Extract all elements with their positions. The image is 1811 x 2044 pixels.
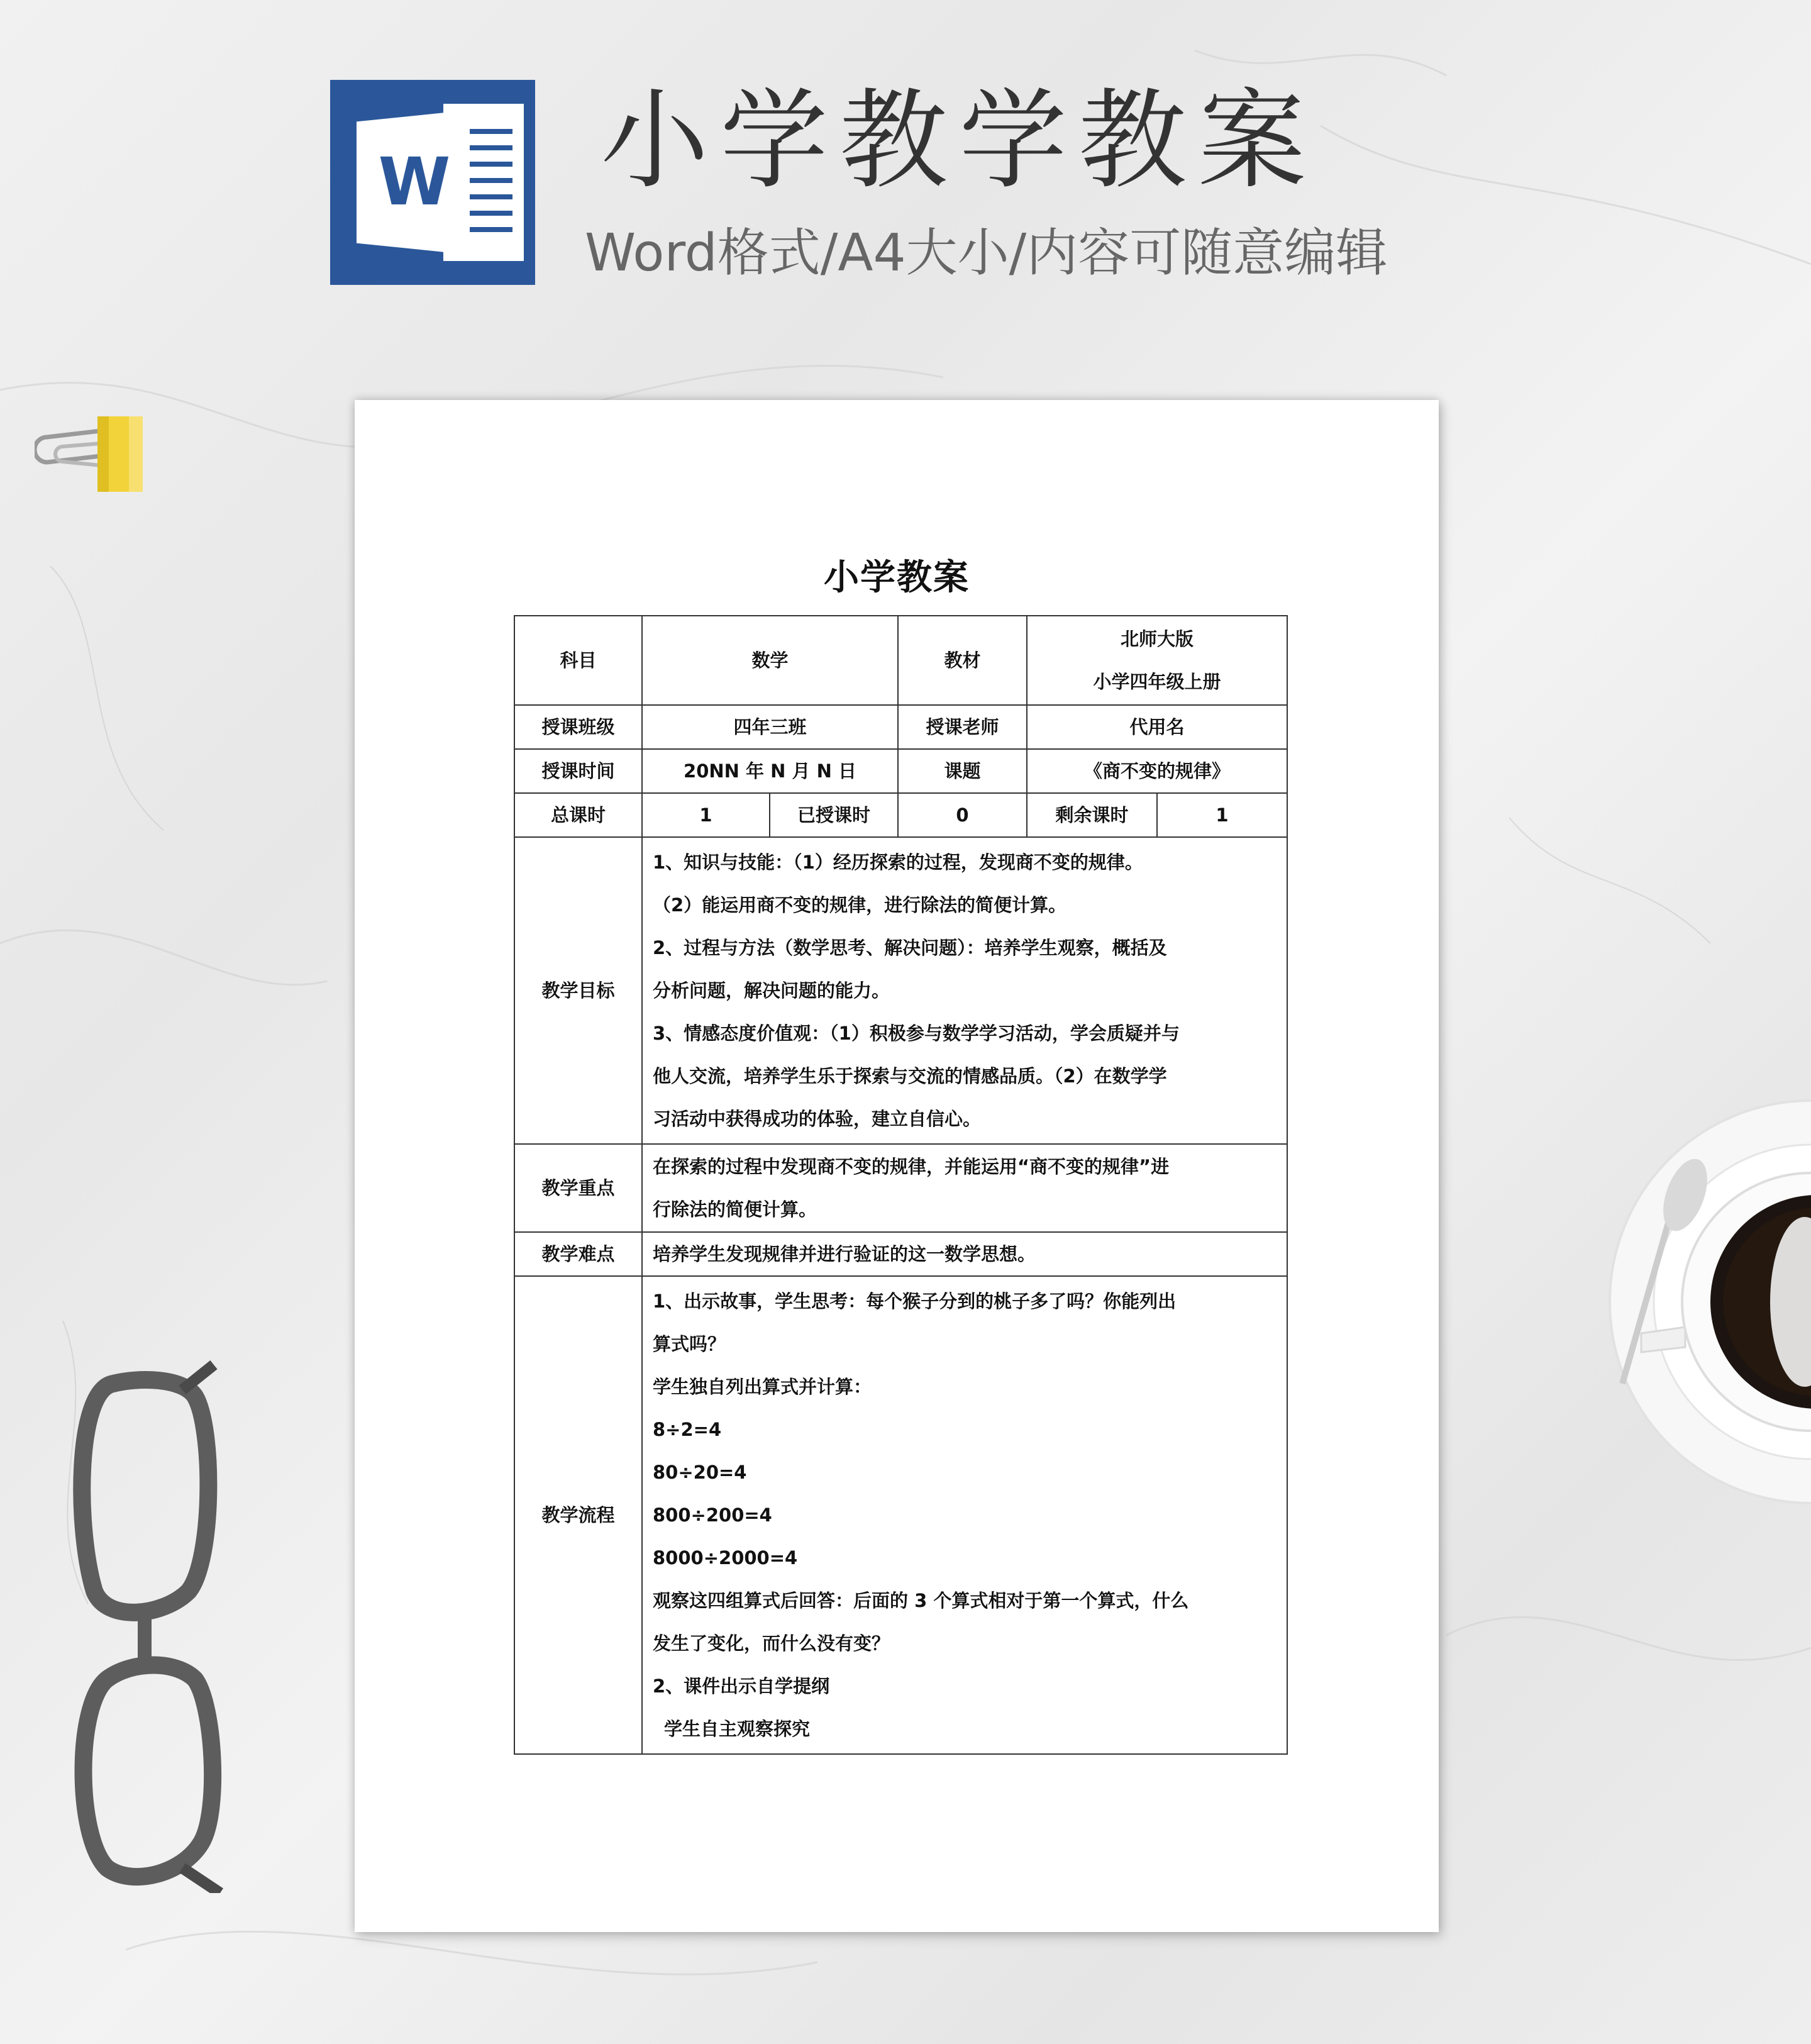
table-row xyxy=(514,1144,1287,1232)
class-value: 四年三班 xyxy=(642,705,898,749)
process-line: 发生了变化，而什么没有变？ xyxy=(653,1633,890,1654)
lesson-plan-table xyxy=(514,615,1288,1755)
table-row xyxy=(514,749,1287,793)
word-icon-letter: W xyxy=(378,143,451,220)
key-points-line: 行除法的简便计算。 xyxy=(653,1199,817,1220)
textbook-value-cell xyxy=(1027,616,1287,705)
objectives-label: 教学目标 xyxy=(514,837,642,1144)
objectives-line: 2、过程与方法（数学思考、解决问题）：培养学生观察，概括及 xyxy=(653,937,1167,958)
process-line: 学生自主观察探究 xyxy=(664,1718,811,1740)
process-line: 8÷2=4 xyxy=(653,1419,722,1440)
lesson-plan-document xyxy=(355,400,1439,1932)
textbook-value-line: 北师大版 xyxy=(1121,628,1194,650)
process-line: 8000÷2000=4 xyxy=(653,1547,798,1569)
class-label: 授课班级 xyxy=(514,705,642,749)
glasses-icon xyxy=(69,1352,233,1893)
process-line: 1、出示故事，学生思考：每个猴子分到的桃子多了吗？你能列出 xyxy=(653,1291,1177,1312)
objectives-line: 他人交流，培养学生乐于探索与交流的情感品质。（2）在数学学 xyxy=(653,1065,1167,1087)
table-row xyxy=(514,1232,1287,1276)
process-line: 算式吗？ xyxy=(653,1333,726,1355)
remaining-hours-value: 1 xyxy=(1157,793,1287,837)
process-line: 800÷200=4 xyxy=(653,1504,772,1526)
process-line: 学生独自列出算式并计算： xyxy=(653,1376,872,1397)
teacher-label: 授课老师 xyxy=(898,705,1027,749)
taught-hours-value: 0 xyxy=(898,793,1027,837)
objectives-line: 1、知识与技能：（1）经历探索的过程，发现商不变的规律。 xyxy=(653,852,1143,873)
table-row xyxy=(514,837,1287,1144)
table-row xyxy=(514,1276,1287,1754)
binder-clip-icon xyxy=(35,409,148,497)
textbook-label: 教材 xyxy=(898,616,1027,705)
page-subtitle: Word格式/A4大小/内容可随意编辑 xyxy=(585,223,1388,283)
objectives-line: 分析问题，解决问题的能力。 xyxy=(653,980,890,1001)
objectives-line: （2）能运用商不变的规律，进行除法的简便计算。 xyxy=(653,894,1067,916)
key-points-content xyxy=(642,1144,1287,1232)
taught-hours-label: 已授课时 xyxy=(770,793,898,837)
textbook-value-line: 小学四年级上册 xyxy=(1093,671,1221,692)
objectives-content xyxy=(642,837,1287,1144)
objectives-line: 习活动中获得成功的体验，建立自信心。 xyxy=(653,1108,982,1130)
topic-value: 《商不变的规律》 xyxy=(1027,749,1287,793)
key-points-line: 在探索的过程中发现商不变的规律，并能运用“商不变的规律”进 xyxy=(653,1156,1170,1177)
table-row xyxy=(514,705,1287,749)
table-row xyxy=(514,616,1287,705)
total-hours-label: 总课时 xyxy=(514,793,642,837)
topic-label: 课题 xyxy=(898,749,1027,793)
difficulties-label: 教学难点 xyxy=(514,1232,642,1276)
difficulties-line: 培养学生发现规律并进行验证的这一数学思想。 xyxy=(653,1243,1036,1265)
time-value: 20NN 年 N 月 N 日 xyxy=(642,749,898,793)
difficulties-content xyxy=(642,1232,1287,1276)
time-label: 授课时间 xyxy=(514,749,642,793)
word-app-icon xyxy=(330,80,535,285)
table-row xyxy=(514,793,1287,837)
coffee-cup-icon xyxy=(1597,1094,1811,1535)
total-hours-value: 1 xyxy=(642,793,770,837)
objectives-line: 3、情感态度价值观：（1）积极参与数学学习活动，学会质疑并与 xyxy=(653,1023,1180,1044)
document-title: 小学教案 xyxy=(824,557,970,598)
key-points-label: 教学重点 xyxy=(514,1144,642,1232)
process-line: 观察这四组算式后回答：后面的 3 个算式相对于第一个算式，什么 xyxy=(653,1590,1189,1611)
process-label: 教学流程 xyxy=(514,1276,642,1754)
page-title: 小学教学教案 xyxy=(601,77,1317,204)
process-content xyxy=(642,1276,1287,1754)
teacher-value: 代用名 xyxy=(1027,705,1287,749)
subject-value: 数学 xyxy=(642,616,898,705)
process-line: 2、课件出示自学提纲 xyxy=(653,1675,830,1697)
remaining-hours-label: 剩余课时 xyxy=(1027,793,1157,837)
process-line: 80÷20=4 xyxy=(653,1462,747,1483)
subject-label: 科目 xyxy=(514,616,642,705)
